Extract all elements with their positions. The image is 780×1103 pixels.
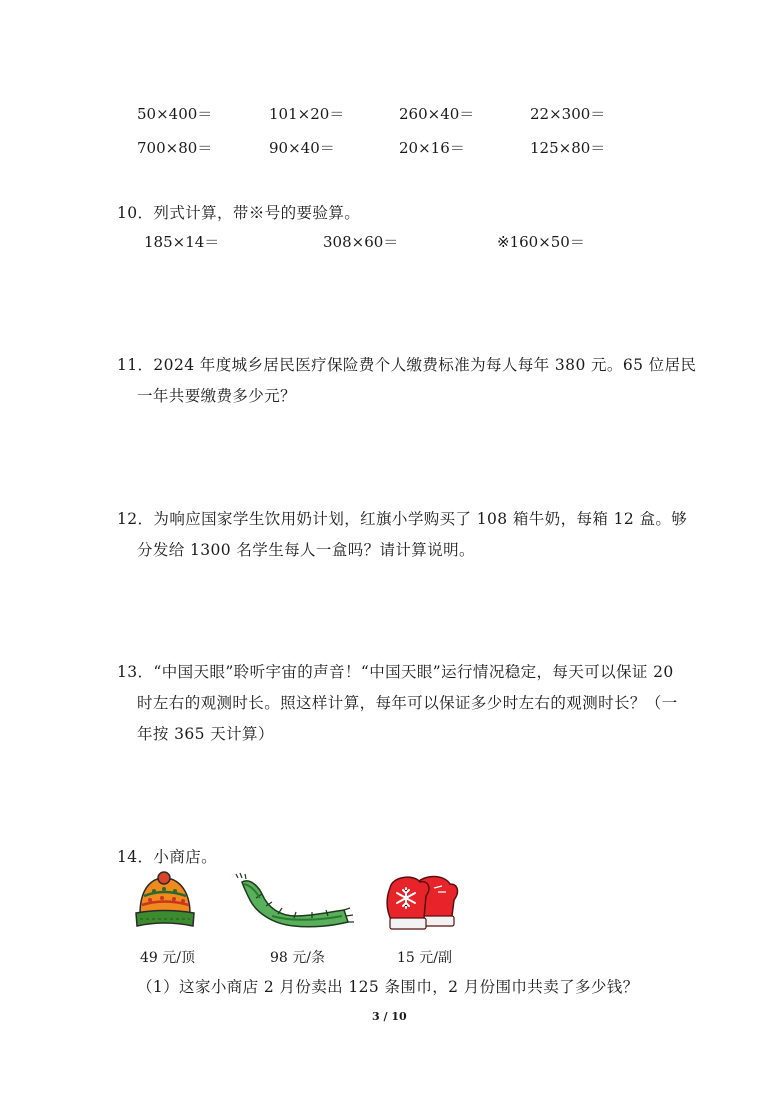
- calc-item: 22×300＝: [530, 105, 606, 123]
- question-11-line: 11．2024 年度城乡居民医疗保险费个人缴费标准为每人每年 380 元。65 位居民: [117, 356, 697, 374]
- calc-item: 125×80＝: [530, 139, 606, 157]
- calc-item: 700×80＝: [137, 139, 213, 157]
- q10-item: ※160×50＝: [497, 233, 585, 251]
- question-13-line: 13．“中国天眼”聆听宇宙的声音！“中国天眼”运行情况稳定，每天可以保证 20: [117, 663, 674, 681]
- scarf-price: 98 元/条: [270, 950, 325, 966]
- q10-item: 308×60＝: [323, 233, 399, 251]
- scarf-icon: [232, 872, 356, 932]
- calc-item: 50×400＝: [137, 105, 213, 123]
- question-10-title: 10．列式计算，带※号的要验算。: [117, 204, 361, 222]
- question-11-line: 一年共要缴费多少元？: [137, 387, 297, 405]
- calc-item: 90×40＝: [269, 139, 335, 157]
- calc-item: 101×20＝: [269, 105, 345, 123]
- question-14-title: 14．小商店。: [117, 848, 218, 866]
- q10-item: 185×14＝: [144, 233, 220, 251]
- mittens-price: 15 元/副: [397, 950, 452, 966]
- calc-item: 260×40＝: [399, 105, 475, 123]
- hat-icon: [132, 870, 196, 932]
- question-12-line: 12．为响应国家学生饮用奶计划，红旗小学购买了 108 箱牛奶，每箱 12 盒。够: [117, 510, 688, 528]
- question-14-sub-1: （1）这家小商店 2 月份卖出 125 条围巾，2 月份围巾共卖了多少钱？: [137, 978, 639, 996]
- mittens-icon: [380, 870, 464, 934]
- question-13-line: 年按 365 天计算）: [137, 725, 274, 743]
- question-12-line: 分发给 1300 名学生每人一盒吗？请计算说明。: [137, 541, 475, 559]
- question-13-line: 时左右的观测时长。照这样计算，每年可以保证多少时左右的观测时长？（一: [137, 694, 678, 712]
- page-number: 3 / 10: [372, 1010, 407, 1023]
- hat-price: 49 元/顶: [140, 950, 195, 966]
- calc-item: 20×16＝: [399, 139, 465, 157]
